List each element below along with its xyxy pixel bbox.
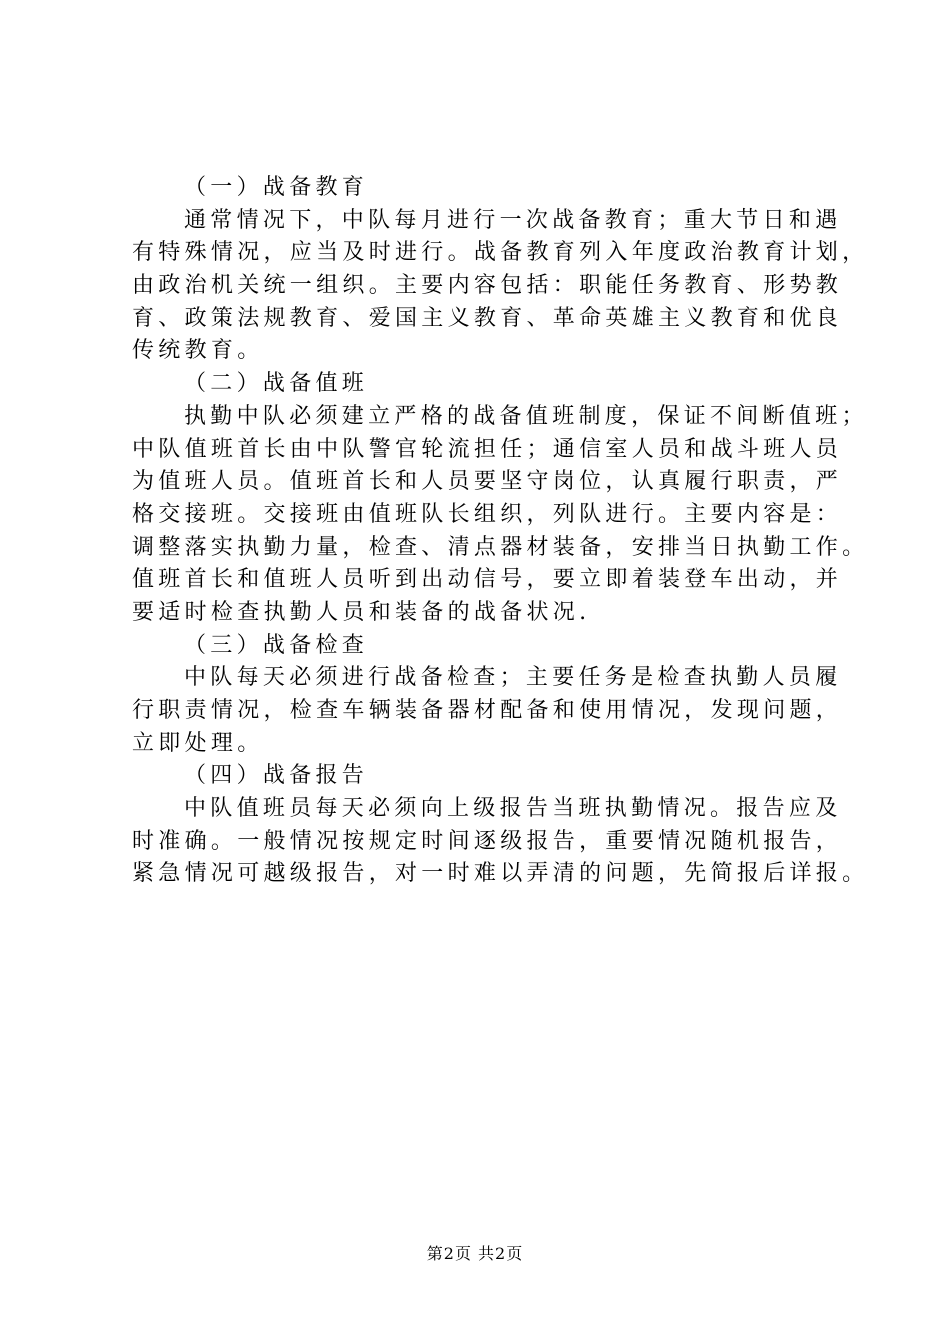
paragraph-line: 通常情况下，中队每月进行一次战备教育；重大节日和遇 — [184, 207, 842, 233]
paragraph-line: 由政治机关统一组织。主要内容包括：职能任务教育、形势教 — [132, 273, 843, 299]
paragraph-line: 紧急情况可越级报告，对一时难以弄清的问题，先简报后详报。 — [132, 861, 869, 887]
paragraph-line: 中队值班员每天必须向上级报告当班执勤情况。报告应及 — [184, 796, 842, 822]
document-body — [132, 172, 869, 891]
paragraph-line: 调整落实执勤力量，检查、清点器材装备，安排当日执勤工作。 — [132, 534, 869, 560]
section-combat-readiness-education — [132, 172, 869, 368]
page-number-footer: 第2页 共2页 — [426, 1244, 524, 1263]
paragraph-line: 为值班人员。值班首长和人员要坚守岗位，认真履行职责，严 — [132, 469, 843, 495]
paragraph-line: 有特殊情况，应当及时进行。战备教育列入年度政治教育计划， — [132, 240, 869, 266]
section-heading: （一）战备教育 — [184, 175, 369, 200]
paragraph-line: 中队值班首长由中队警官轮流担任；通信室人员和战斗班人员 — [132, 436, 843, 462]
paragraph-line: 立即处理。 — [132, 730, 264, 756]
paragraph-line: 时准确。一般情况按规定时间逐级报告，重要情况随机报告， — [132, 828, 843, 854]
section-heading: （四）战备报告 — [184, 763, 369, 789]
section-heading: （二）战备值班 — [184, 371, 369, 397]
section-combat-readiness-report — [132, 760, 869, 891]
paragraph-line: 育、政策法规教育、爱国主义教育、革命英雄主义教育和优良 — [132, 305, 843, 331]
section-combat-readiness-duty — [132, 368, 869, 630]
paragraph-line: 值班首长和值班人员听到出动信号，要立即着装登车出动，并 — [132, 567, 843, 593]
section-combat-readiness-inspection — [132, 630, 843, 761]
paragraph-line: 执勤中队必须建立严格的战备值班制度，保证不间断值班； — [184, 403, 868, 429]
paragraph-line: 传统教育。 — [132, 338, 264, 364]
paragraph-line: 要适时检查执勤人员和装备的战备状况. — [132, 599, 591, 625]
paragraph-line: 中队每天必须进行战备检查；主要任务是检查执勤人员履 — [184, 665, 842, 691]
paragraph-line: 格交接班。交接班由值班队长组织，列队进行。主要内容是： — [132, 501, 843, 527]
section-heading: （三）战备检查 — [184, 632, 369, 658]
paragraph-line: 行职责情况，检查车辆装备器材配备和使用情况，发现问题， — [132, 698, 843, 723]
